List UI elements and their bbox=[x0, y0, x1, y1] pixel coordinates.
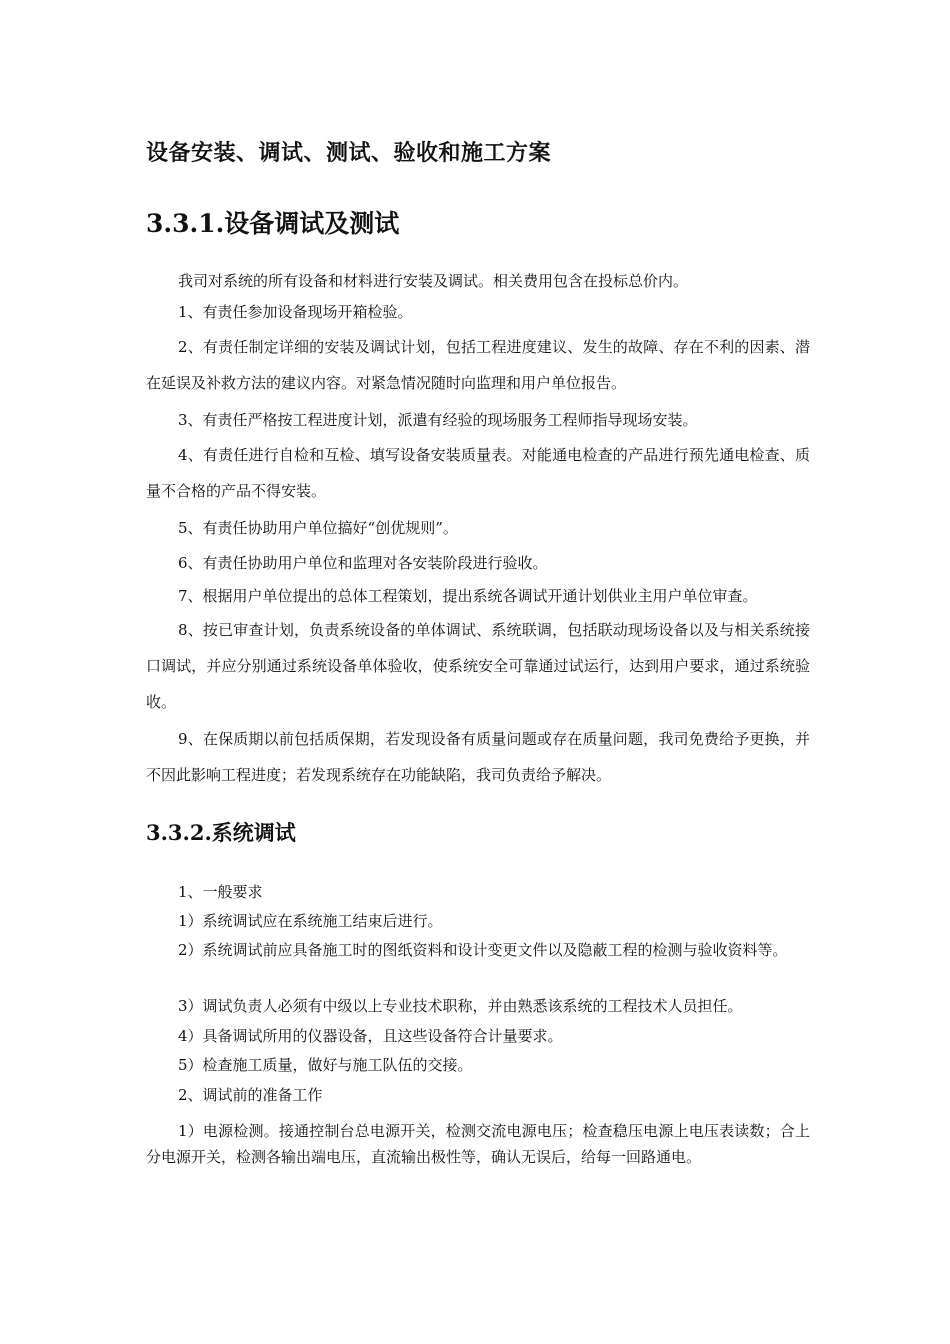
paragraph: 2、有责任制定详细的安装及调试计划，包括工程进度建议、发生的故障、存在不利的因素、潜在延误及补救方法的建议内容。对紧急情况随时向监理和用户单位报告。 bbox=[146, 338, 810, 392]
paragraph: 2、调试前的准备工作 bbox=[178, 1086, 323, 1104]
paragraph: 1、一般要求 bbox=[178, 883, 263, 901]
paragraph: 6、有责任协助用户单位和监理对各安装阶段进行验收。 bbox=[178, 554, 548, 572]
paragraph: 我司对系统的所有设备和材料进行安装及调试。相关费用包含在投标总价内。 bbox=[178, 272, 689, 290]
paragraph: 4）具备调试所用的仪器设备，且这些设备符合计量要求。 bbox=[178, 1027, 563, 1045]
paragraph: 3、有责任严格按工程进度计划，派遣有经验的现场服务工程师指导现场安装。 bbox=[178, 411, 698, 429]
paragraph: 3）调试负责人必须有中级以上专业技术职称，并由熟悉该系统的工程技术人员担任。 bbox=[178, 997, 743, 1015]
paragraph: 4、有责任进行自检和互检、填写设备安装质量表。对能通电检查的产品进行预先通电检查、质量不合格的产品不得安装。 bbox=[146, 446, 810, 500]
paragraph: 2）系统调试前应具备施工时的图纸资料和设计变更文件以及隐蔽工程的检测与验收资料等。 bbox=[178, 941, 788, 959]
paragraph: 5）检查施工质量，做好与施工队伍的交接。 bbox=[178, 1056, 473, 1074]
paragraph: 7、根据用户单位提出的总体工程策划，提出系统各调试开通计划供业主用户单位审查。 bbox=[178, 587, 758, 605]
paragraph: 1、有责任参加设备现场开箱检验。 bbox=[178, 303, 413, 321]
paragraph: 5、有责任协助用户单位搞好“创优规则”。 bbox=[178, 519, 458, 537]
paragraph: 9、在保质期以前包括质保期，若发现设备有质量问题或存在质量问题，我司免费给予更换，并不因此影响工程进度；若发现系统存在功能缺陷，我司负责给予解决。 bbox=[146, 730, 810, 784]
section-heading-3-3-1: 3.3.1.设备调试及测试 bbox=[146, 209, 400, 238]
paragraph: 1）电源检测。接通控制台总电源开关，检测交流电源电压；检查稳压电源上电压表读数；合上分电源开关，检测各输出端电压，直流输出极性等，确认无误后，给每一回路通电。 bbox=[146, 1122, 810, 1166]
paragraph: 8、按已审查计划，负责系统设备的单体调试、系统联调，包括联动现场设备以及与相关系统接口调试，并应分别通过系统设备单体验收，使系统安全可靠通过试运行，达到用户要求，通过系统验收。 bbox=[146, 621, 810, 711]
document-title: 设备安装、调试、测试、验收和施工方案 bbox=[146, 140, 552, 166]
section-heading-3-3-2: 3.3.2.系统调试 bbox=[146, 820, 296, 845]
paragraph: 1）系统调试应在系统施工结束后进行。 bbox=[178, 912, 443, 930]
